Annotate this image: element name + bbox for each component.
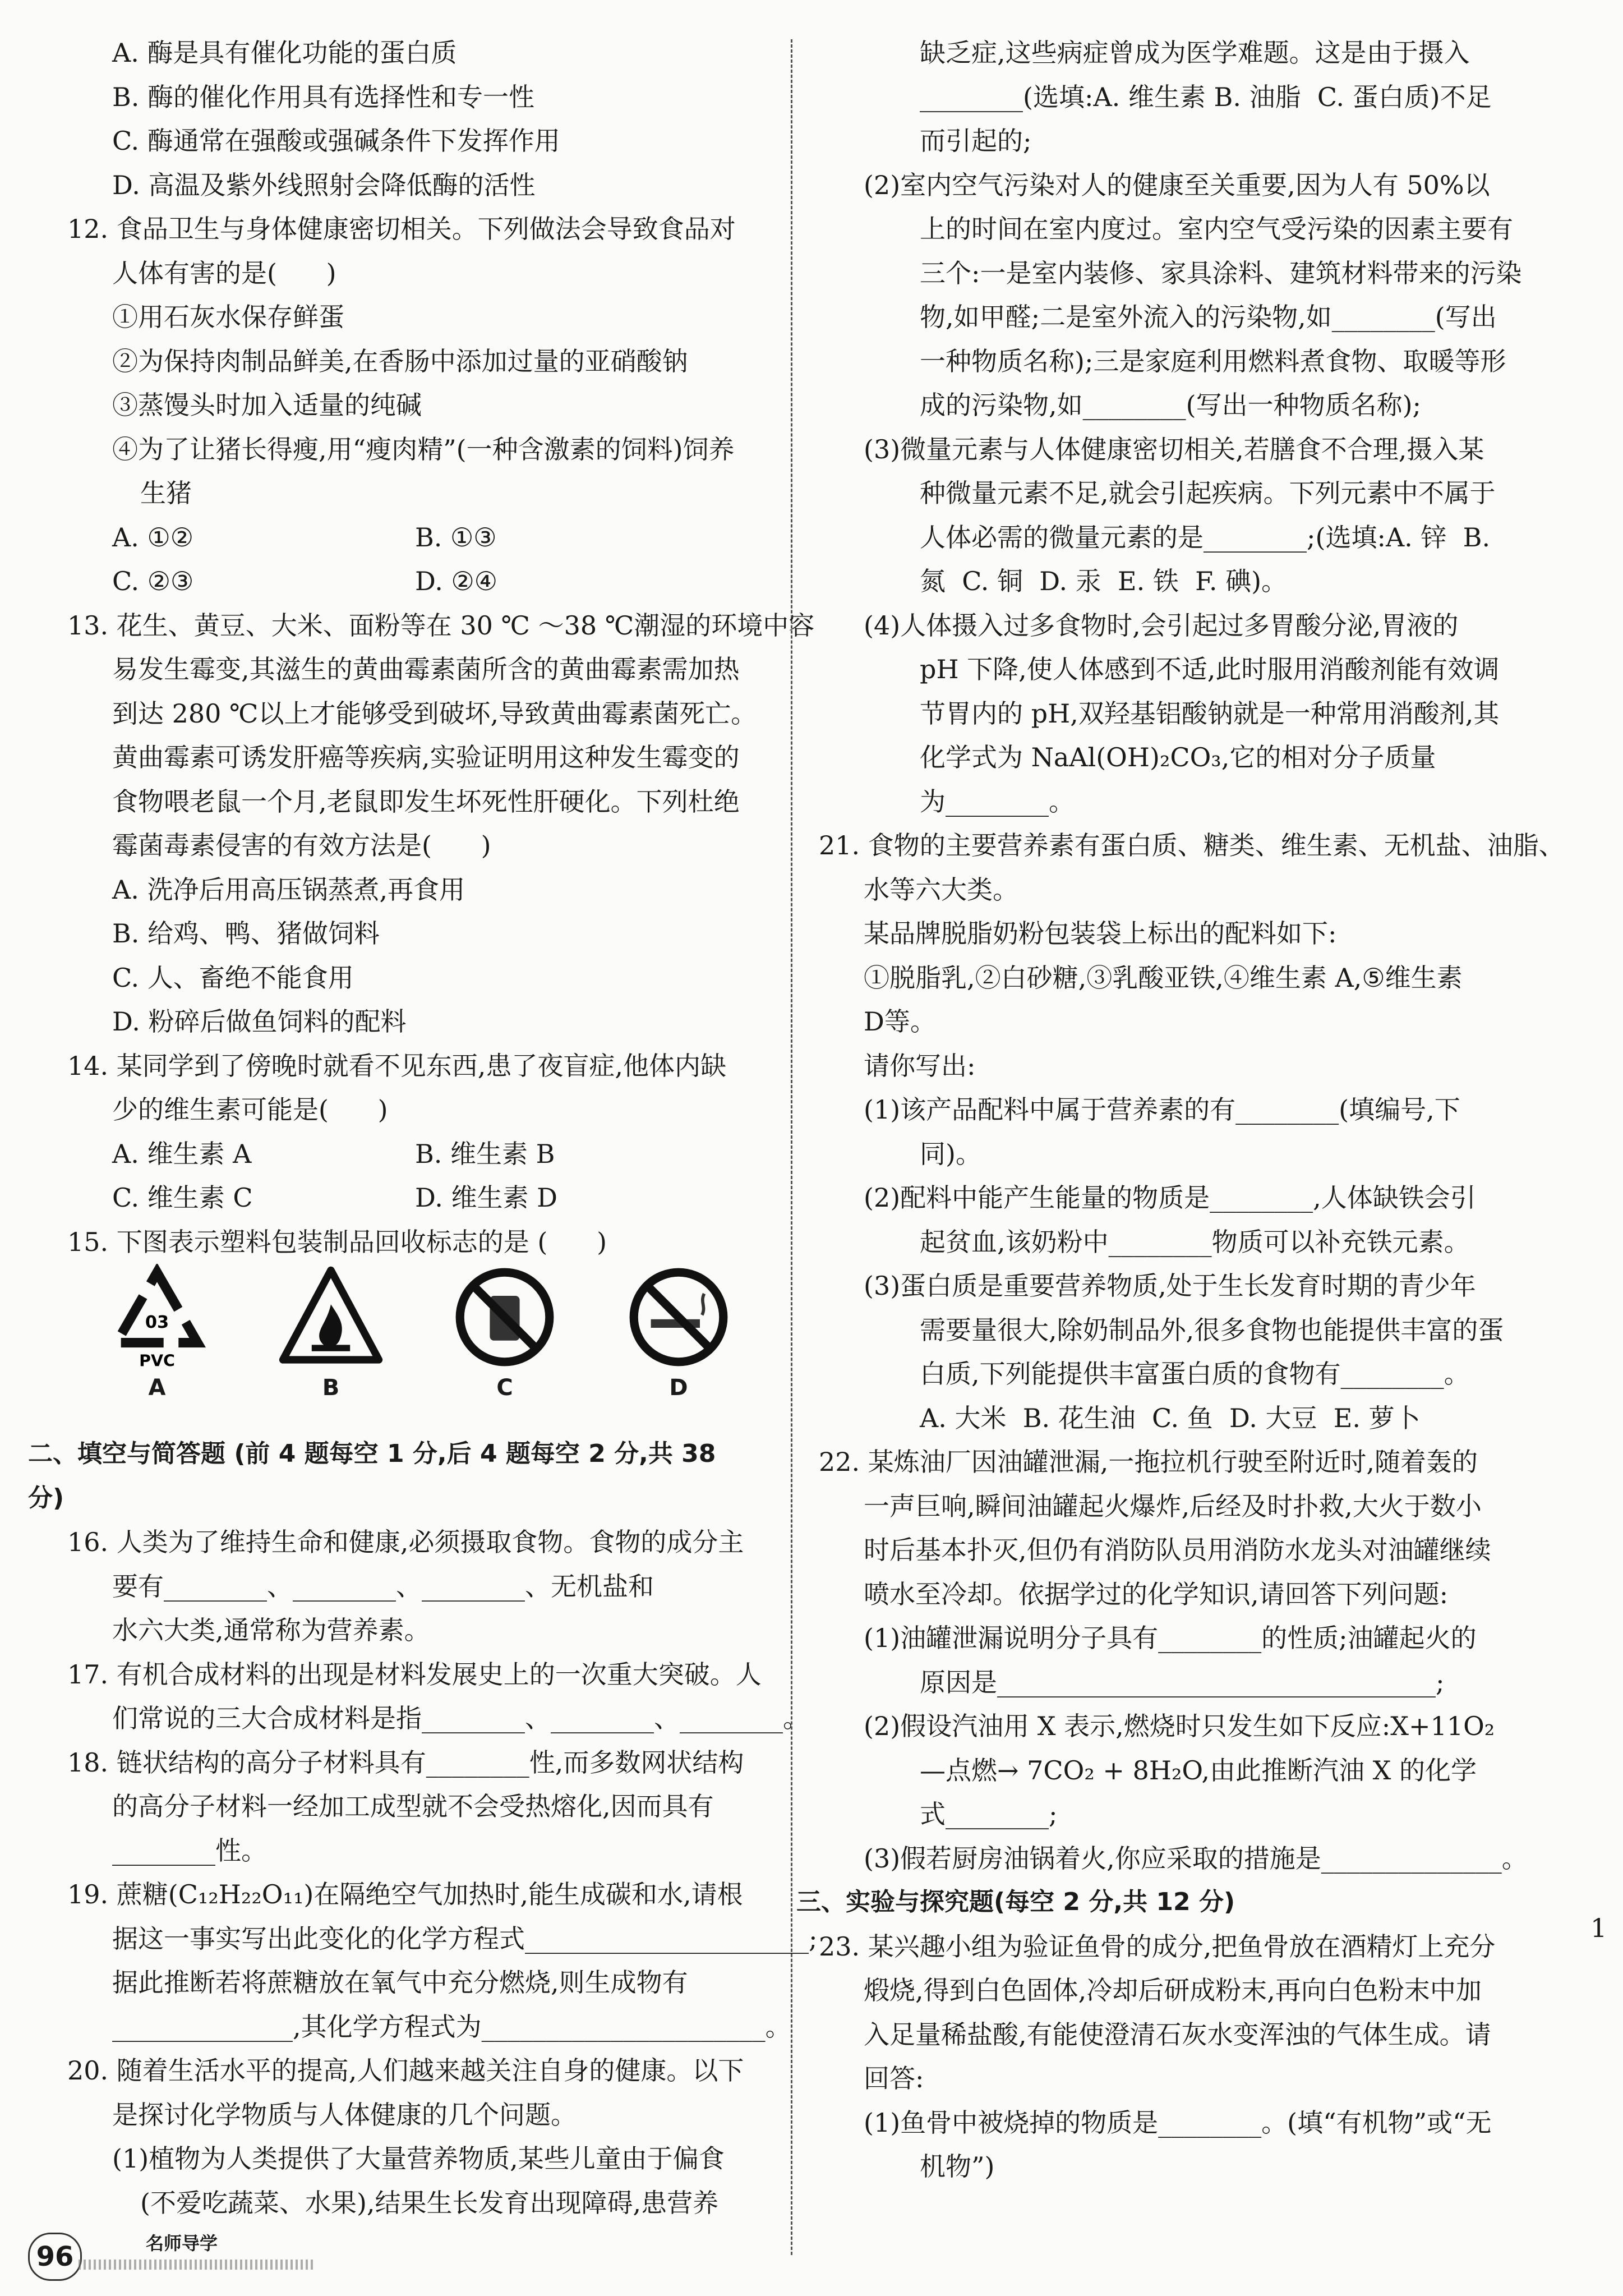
logo-b	[275, 1264, 387, 1401]
q15-logos	[67, 1264, 740, 1432]
text-line: C. 人、畜绝不能食用	[112, 962, 354, 993]
text-line: 食物喂老鼠一个月,老鼠即发生坏死性肝硬化。下列杜绝	[112, 786, 740, 817]
text-line: 起贫血,该奶粉中________物质可以补充铁元素。	[920, 1226, 1470, 1257]
text-line: 20. 随着生活水平的提高,人们越来越关注自身的健康。以下	[67, 2055, 744, 2086]
edge-mark: 1	[1590, 1913, 1607, 1943]
logo-a	[101, 1264, 213, 1401]
logo-d	[623, 1264, 735, 1401]
text-line: 水等六大类。	[864, 874, 1018, 905]
text-line: B. 酶的催化作用具有选择性和专一性	[112, 81, 535, 112]
text-line: 霉菌毒素侵害的有效方法是( )	[112, 830, 491, 861]
text-line: 23. 某兴趣小组为验证鱼骨的成分,把鱼骨放在酒精灯上充分	[819, 1931, 1496, 1962]
no-dumping-icon	[451, 1264, 558, 1370]
text-line: (2)假设汽油用 X 表示,燃烧时只发生如下反应:X+11O₂	[864, 1711, 1495, 1741]
text-line: 要有________、________、________、无机盐和	[112, 1571, 654, 1602]
text-line: 为________。	[920, 786, 1075, 817]
recycle-material: PVC	[139, 1351, 175, 1370]
text-line: ④为了让猪长得瘦,用“瘦肉精”(一种含激素的饲料)饲养	[112, 434, 735, 464]
left-column	[28, 31, 818, 2225]
text-line: 19. 蔗糖(C₁₂H₂₂O₁₁)在隔绝空气加热时,能生成碳和水,请根	[67, 1879, 743, 1910]
text-line: 12. 食品卫生与身体健康密切相关。下列做法会导致食品对	[67, 214, 736, 244]
decorative-stripe	[79, 2260, 314, 2270]
text-line: 16. 人类为了维持生命和健康,必须摄取食物。食物的成分主	[67, 1527, 744, 1557]
text-line: (1)该产品配料中属于营养素的有________(填编号,下	[864, 1094, 1460, 1125]
logo-label: B	[322, 1375, 340, 1401]
text-line: ________性。	[112, 1835, 267, 1866]
text-line: 13. 花生、黄豆、大米、面粉等在 30 ℃ ～38 ℃潮湿的环境中容	[67, 610, 815, 641]
text-line: 氮 C. 铜 D. 汞 E. 铁 F. 碘)。	[920, 566, 1288, 596]
text-line: 据这一事实写出此变化的化学方程式______________________;	[112, 1923, 818, 1954]
text-line: 而引起的;	[920, 126, 1032, 156]
text-line: (3)微量元素与人体健康密切相关,若膳食不合理,摄入某	[864, 434, 1484, 464]
text-line: 18. 链状结构的高分子材料具有________性,而多数网状结构	[67, 1747, 744, 1778]
text-line: 化学式为 NaAl(OH)₂CO₃,它的相对分子质量	[920, 742, 1436, 772]
text-line: 们常说的三大合成材料是指________、________、________。	[112, 1703, 809, 1733]
text-line: A. 洗净后用高压锅蒸煮,再食用	[112, 874, 465, 905]
text-line: 人体必需的微量元素的是________;(选填:A. 锌 B.	[920, 522, 1491, 553]
text-line: 上的时间在室内度过。室内空气受污染的因素主要有	[920, 214, 1513, 244]
text-line: C. 酶通常在强酸或强碱条件下发挥作用	[112, 126, 560, 156]
text-line: 黄曲霉素可诱发肝癌等疾病,实验证明用这种发生霉变的	[112, 742, 740, 772]
q14-options-row-2	[67, 1176, 774, 1220]
q12-options-row-2	[67, 559, 774, 604]
text-line: —点燃→ 7CO₂ + 8H₂O,由此推断汽油 X 的化学	[920, 1755, 1477, 1786]
text-line: 原因是__________________________________;	[920, 1667, 1445, 1697]
text-line: 某品牌脱脂奶粉包装袋上标出的配料如下:	[864, 918, 1337, 949]
text-line: D. 粉碎后做鱼饲料的配料	[112, 1006, 407, 1037]
text-line: 同)。	[920, 1138, 981, 1169]
page-footer	[22, 2221, 336, 2283]
text-line: ③蒸馒头时加入适量的纯碱	[112, 390, 422, 420]
recycle-pvc-icon	[104, 1264, 210, 1370]
text-line: 生猪	[140, 478, 192, 508]
text-line: A. 酶是具有催化功能的蛋白质	[112, 38, 457, 68]
text-line: (2)配料中能产生能量的物质是________,人体缺铁会引	[864, 1182, 1476, 1213]
text-line: 一声巨响,瞬间油罐起火爆炸,后经及时扑救,大火于数小	[864, 1490, 1482, 1521]
text-line: 喷水至冷却。依据学过的化学知识,请回答下列问题:	[864, 1579, 1449, 1609]
text-line: ①脱脂乳,②白砂糖,③乳酸亚铁,④维生素 A,⑤维生素	[864, 962, 1463, 993]
text-line: 煅烧,得到白色固体,冷却后研成粉末,再向白色粉末中加	[864, 1975, 1482, 2005]
text-line: 人体有害的是( )	[112, 257, 336, 288]
text-line: (1)油罐泄漏说明分子具有________的性质;油罐起火的	[864, 1623, 1477, 1653]
option: A. ①②	[112, 522, 193, 553]
section-3-title: 三、实验与探究题(每空 2 分,共 12 分)	[796, 1888, 1235, 1916]
logo-label: A	[148, 1375, 166, 1401]
text-line: 物,如甲醛;二是室外流入的污染物,如________(写出	[920, 302, 1497, 332]
text-line: 是探讨化学物质与人体健康的几个问题。	[112, 2099, 577, 2130]
text-line: 少的维生素可能是( )	[112, 1094, 388, 1125]
text-line: A. 大米 B. 花生油 C. 鱼 D. 大豆 E. 萝卜	[920, 1402, 1421, 1433]
section-2-title: 二、填空与简答题 (前 4 题每空 1 分,后 4 题每空 2 分,共 38	[28, 1439, 716, 1468]
text-line: (3)假若厨房油锅着火,你应采取的措施是______________。	[864, 1843, 1528, 1874]
text-line: 回答:	[864, 2063, 924, 2093]
text-line: 机物”)	[920, 2151, 995, 2182]
text-line: (4)人体摄入过多食物时,会引起过多胃酸分泌,胃液的	[864, 610, 1459, 641]
text-line: 17. 有机合成材料的出现是材料发展史上的一次重大突破。人	[67, 1659, 762, 1690]
text-line: 水六大类,通常称为营养素。	[112, 1615, 430, 1645]
text-line: 一种物质名称);三是家庭利用燃料煮食物、取暖等形	[920, 346, 1506, 376]
brand-name: 名师导学	[146, 2233, 218, 2254]
text-line: ②为保持肉制品鲜美,在香肠中添加过量的亚硝酸钠	[112, 346, 688, 376]
text-line: 14. 某同学到了傍晚时就看不见东西,患了夜盲症,他体内缺	[67, 1050, 727, 1081]
text-line: (1)鱼骨中被烧掉的物质是________。(填“有机物”或“无	[864, 2107, 1492, 2138]
logo-label: D	[669, 1375, 688, 1401]
text-line: ________(选填:A. 维生素 B. 油脂 C. 蛋白质)不足	[920, 81, 1492, 112]
text-line: 白质,下列能提供丰富蛋白质的食物有________。	[920, 1359, 1470, 1389]
text-line: 时后基本扑灭,但仍有消防队员用消防水龙头对油罐继续	[864, 1535, 1491, 1565]
text-line: 缺乏症,这些病症曾成为医学难题。这是由于摄入	[920, 38, 1470, 68]
text-line: D. 高温及紫外线照射会降低酶的活性	[112, 169, 536, 200]
text-line: 成的污染物,如________(写出一种物质名称);	[920, 390, 1422, 420]
option: B. 维生素 B	[415, 1138, 555, 1169]
text-line: 式________;	[920, 1799, 1058, 1829]
option: C. ②③	[112, 566, 194, 596]
text-line: pH 下降,使人体感到不适,此时服用消酸剂能有效调	[920, 654, 1500, 684]
text-line: 三个:一是室内装修、家具涂料、建筑材料带来的污染	[920, 257, 1522, 288]
logo-label: C	[496, 1375, 513, 1401]
text-line: (不爱吃蔬菜、水果),结果生长发育出现障碍,患营养	[140, 2187, 719, 2218]
q14-options-row-1	[67, 1132, 774, 1176]
option: D. ②④	[415, 566, 497, 596]
text-line: D等。	[864, 1006, 936, 1037]
text-line: 需要量很大,除奶制品外,很多食物也能提供丰富的蛋	[920, 1314, 1504, 1345]
text-line: ______________,其化学方程式为______________________。	[112, 2011, 791, 2042]
text-line: (1)植物为人类提供了大量营养物质,某些儿童由于偏食	[112, 2143, 725, 2174]
right-column	[796, 31, 1565, 2189]
text-line: 的高分子材料一经加工成型就不会受热熔化,因而具有	[112, 1791, 714, 1821]
text-line: 21. 食物的主要营养素有蛋白质、糖类、维生素、无机盐、油脂、	[819, 830, 1565, 861]
no-smoking-icon	[625, 1264, 732, 1370]
text-line: 种微量元素不足,就会引起疾病。下列元素中不属于	[920, 478, 1496, 508]
q12-options-row-1	[67, 516, 774, 560]
option: B. ①③	[415, 522, 497, 553]
logo-c	[449, 1264, 561, 1401]
option: C. 维生素 C	[112, 1182, 253, 1213]
text-line: 据此推断若将蔗糖放在氧气中充分燃烧,则生成物有	[112, 1967, 688, 1998]
text-line: (3)蛋白质是重要营养物质,处于生长发育时期的青少年	[864, 1271, 1476, 1301]
option: A. 维生素 A	[112, 1138, 252, 1169]
text-line: 到达 280 ℃以上才能够受到破坏,导致黄曲霉素菌死亡。	[112, 698, 757, 729]
text-line: 请你写出:	[864, 1050, 976, 1081]
page-number: 96	[28, 2233, 82, 2281]
flammable-warning-icon	[278, 1264, 384, 1370]
section-2-title-cont: 分)	[28, 1483, 64, 1512]
text-line: B. 给鸡、鸭、猪做饲料	[112, 918, 380, 949]
text-line: (2)室内空气污染对人的健康至关重要,因为人有 50%以	[864, 169, 1490, 200]
text-line: 节胃内的 pH,双羟基铝酸钠就是一种常用消酸剂,其	[920, 698, 1500, 729]
text-line: 入足量稀盐酸,有能使澄清石灰水变浑浊的气体生成。请	[864, 2019, 1491, 2050]
text-line: 22. 某炼油厂因油罐泄漏,一拖拉机行驶至附近时,随着轰的	[819, 1447, 1478, 1477]
recycle-number: 03	[145, 1313, 169, 1332]
text-line: ①用石灰水保存鲜蛋	[112, 302, 344, 332]
option: D. 维生素 D	[415, 1182, 557, 1213]
text-line: 易发生霉变,其滋生的黄曲霉素菌所含的黄曲霉素需加热	[112, 654, 740, 684]
q15-text: 15. 下图表示塑料包装制品回收标志的是 ( )	[67, 1226, 607, 1257]
